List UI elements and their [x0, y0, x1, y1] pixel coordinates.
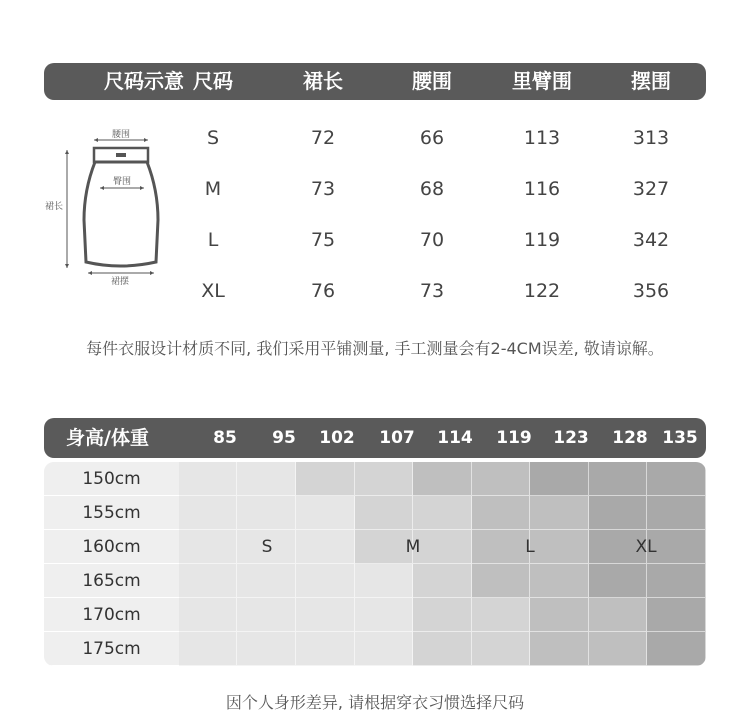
length-cell: 72 — [310, 127, 336, 149]
zone-label-s: S — [261, 537, 273, 557]
grid-cell — [413, 632, 472, 666]
height-label: 165cm — [44, 564, 179, 598]
grid-cell — [413, 598, 472, 632]
weight-label: 128 — [612, 428, 648, 448]
grid-cell — [237, 496, 296, 530]
weight-label: 135 — [662, 428, 698, 448]
grid-cell — [530, 530, 589, 564]
diagram-length-label: 裙长 — [44, 202, 64, 212]
weight-label: 114 — [437, 428, 473, 448]
grid-cell — [589, 632, 647, 666]
grid-cell — [179, 530, 237, 564]
height-label: 175cm — [44, 632, 179, 666]
grid-cell — [413, 564, 472, 598]
height-label: 150cm — [44, 462, 179, 496]
grid-cell — [472, 496, 530, 530]
header-size-diagram: 尺码示意 — [104, 69, 184, 93]
hip-cell: 119 — [523, 229, 561, 251]
grid-cell — [179, 462, 237, 496]
grid-cell — [179, 632, 237, 666]
diagram-hip-label: 臀围 — [112, 177, 132, 187]
choose-note: 因个人身形差异, 请根据穿衣习惯选择尺码 — [225, 693, 525, 712]
hip-cell: 113 — [523, 127, 561, 149]
header-hip: 里臂围 — [512, 69, 572, 93]
grid-cell — [647, 564, 706, 598]
height-label: 170cm — [44, 598, 179, 632]
grid-cell — [530, 462, 589, 496]
weight-label: 102 — [319, 428, 355, 448]
grid-cell — [589, 496, 647, 530]
grid-cell — [647, 496, 706, 530]
weight-label: 123 — [553, 428, 589, 448]
waist-cell: 66 — [419, 127, 445, 149]
measurement-note: 每件衣服设计材质不同, 我们采用平铺测量, 手工测量会有2-4CM误差, 敬请谅解。 — [86, 339, 664, 358]
grid-cell — [355, 496, 413, 530]
grid-cell — [179, 496, 237, 530]
grid-cell — [589, 564, 647, 598]
length-cell: 75 — [310, 229, 336, 251]
size-cell: XL — [201, 280, 225, 302]
length-cell: 73 — [310, 178, 336, 200]
weight-label: 107 — [379, 428, 415, 448]
grid-cell — [237, 632, 296, 666]
size-recommend-grid — [44, 462, 706, 666]
grid-cell — [647, 462, 706, 496]
grid-cell — [355, 462, 413, 496]
grid-cell — [530, 598, 589, 632]
zone-label-m: M — [405, 537, 421, 557]
skirt-diagram — [40, 120, 170, 295]
recommend-header — [44, 418, 706, 458]
grid-cell — [237, 462, 296, 496]
grid-cell — [530, 564, 589, 598]
grid-cell — [179, 598, 237, 632]
grid-cell — [355, 564, 413, 598]
grid-cell — [472, 462, 530, 496]
grid-cell — [296, 632, 355, 666]
diagram-waist-label: 腰围 — [111, 130, 131, 140]
grid-cell — [296, 496, 355, 530]
length-cell: 76 — [310, 280, 336, 302]
grid-cell — [296, 530, 355, 564]
grid-cell — [296, 564, 355, 598]
grid-cell — [179, 564, 237, 598]
hem-cell: 327 — [632, 178, 670, 200]
grid-cell — [413, 496, 472, 530]
header-size: 尺码 — [193, 69, 233, 93]
size-cell: M — [204, 178, 222, 200]
grid-cell — [589, 598, 647, 632]
grid-cell — [530, 632, 589, 666]
waist-cell: 68 — [419, 178, 445, 200]
grid-cell — [647, 598, 706, 632]
grid-cell — [355, 530, 413, 564]
hip-cell: 116 — [523, 178, 561, 200]
zone-label-l: L — [525, 537, 535, 557]
hip-cell: 122 — [523, 280, 561, 302]
weight-label: 95 — [272, 428, 296, 448]
grid-cell — [589, 462, 647, 496]
header-length: 裙长 — [303, 69, 343, 93]
hem-cell: 342 — [632, 229, 670, 251]
waist-cell: 70 — [419, 229, 445, 251]
waist-cell: 73 — [419, 280, 445, 302]
size-cell: S — [206, 127, 220, 149]
recommend-title: 身高/体重 — [66, 427, 149, 449]
weight-label: 85 — [213, 428, 237, 448]
grid-cell — [413, 462, 472, 496]
grid-cell — [472, 598, 530, 632]
diagram-hem-label: 裙摆 — [110, 277, 130, 287]
size-cell: L — [207, 229, 219, 251]
header-waist: 腰围 — [412, 69, 452, 93]
grid-cell — [472, 632, 530, 666]
height-label: 155cm — [44, 496, 179, 530]
zone-label-xl: XL — [635, 537, 657, 557]
grid-cell — [237, 564, 296, 598]
size-table-header — [44, 63, 706, 100]
grid-cell — [355, 598, 413, 632]
grid-cell — [237, 598, 296, 632]
grid-cell — [413, 530, 472, 564]
height-label: 160cm — [44, 530, 179, 564]
grid-cell — [530, 496, 589, 530]
grid-cell — [296, 598, 355, 632]
grid-cell — [472, 564, 530, 598]
grid-cell — [472, 530, 530, 564]
weight-label: 119 — [496, 428, 532, 448]
hem-cell: 356 — [632, 280, 670, 302]
grid-cell — [647, 632, 706, 666]
grid-cell — [296, 462, 355, 496]
grid-cell — [355, 632, 413, 666]
hem-cell: 313 — [632, 127, 670, 149]
header-hem: 摆围 — [631, 69, 671, 93]
